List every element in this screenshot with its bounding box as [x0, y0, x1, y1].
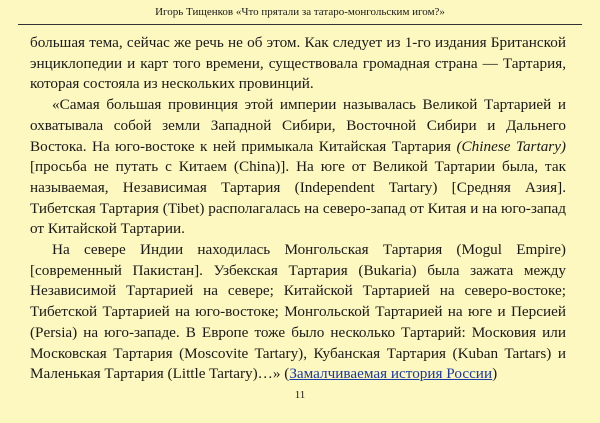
paragraph-3-text: На севере Индии находилась Монгольская Тартария (Mogul Empire) [современный Пакистан]. Узбекская Тартария (Bukaria) была зажата между Независимой Тартарией на севере; Китайской Тартарией на северо-востоке; Тибетской Тартарией на юго-востоке; Монгольской Тартарией на юге и Персией (Persia) на юго-западе. В Европе тоже было несколько Тартарий: Московия или Московская Тартария (Moscovite Tartary), Кубанская Тартария (Kuban Tartars) и Маленькая Тартария (Little Tartary)…» (	[30, 241, 566, 383]
running-header: Игорь Тищенков «Что прятали за татаро-монгольским игом?»	[155, 6, 445, 18]
paragraph-2-italic: (Chinese Tartary)	[456, 137, 566, 155]
paragraph-3	[30, 240, 566, 385]
source-link[interactable]: Замалчиваемая история России	[289, 365, 493, 383]
paragraph-3-close: )	[492, 365, 498, 383]
paragraph-2	[30, 95, 566, 240]
paragraph-2-text-start: «Самая большая провинция этой империи называлась Великой Тартарией и охватывала собой земли Западной Сибири, Восточной Сибири и Дальнего Востока. На юго-востоке к ней примыкала Китайская Тартария	[30, 96, 566, 155]
paragraph-2-text-end: [просьба не путать с Китаем (China)]. На юге от Великой Тартарии была, так называемая, Независимая Тартария (Independent Tartary) [Средняя Азия]. Тибетская Тартария (Tibet) располагалась на северо-запад от Китая и на юго-запад от Китайской Тартарии.	[30, 158, 566, 238]
article-body	[30, 33, 566, 385]
paragraph-1-text: большая тема, сейчас же речь не об этом. Как следует из 1-го издания Британской энциклопедии и карт того времени, существовала громадная страна — Тартария, которая состояла из нескольких провинций.	[30, 34, 566, 93]
header-divider	[18, 24, 582, 25]
page-number: 11	[294, 389, 306, 401]
paragraph-1	[30, 33, 566, 95]
